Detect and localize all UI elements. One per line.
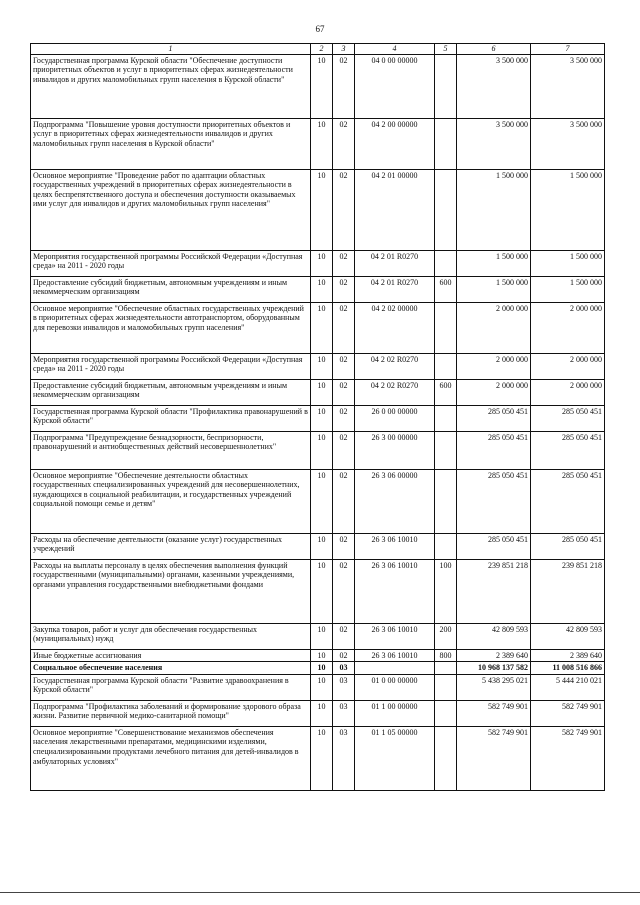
- column-header: 7: [531, 44, 605, 55]
- amount-year2-cell: 2 000 000: [531, 353, 605, 379]
- row-name-cell: Подпрограмма "Профилактика заболеваний и формирование здорового образа жизни. Развитие первичной медико-санитарной помощи": [31, 700, 311, 726]
- budget-table: [30, 43, 605, 791]
- amount-year1-cell: 285 050 451: [457, 431, 531, 469]
- row-name-cell: Предоставление субсидий бюджетным, автономным учреждениям и иным некоммерческим организациям: [31, 276, 311, 302]
- expense-type-cell: 600: [435, 379, 457, 405]
- amount-year1-cell: 2 000 000: [457, 302, 531, 353]
- expense-type-cell: 100: [435, 559, 457, 623]
- row-name-cell: Иные бюджетные ассигнования: [31, 649, 311, 662]
- column-number-row: [31, 44, 605, 55]
- table-row: [31, 649, 605, 662]
- amount-year2-cell: 1 500 000: [531, 250, 605, 276]
- expense-type-cell: [435, 353, 457, 379]
- page-number: 67: [315, 24, 325, 34]
- table-row: [31, 54, 605, 118]
- section-code-cell: 10: [311, 559, 333, 623]
- amount-year2-cell: 285 050 451: [531, 405, 605, 431]
- target-article-cell: 04 2 01 R0270: [355, 250, 435, 276]
- row-name-cell: Основное мероприятие "Совершенствование механизмов обеспечения населения лекарственными препаратами, медицинскими изделиями, специализированными продуктами лечебного питания для детей-инвалидов в амбулаторных условиях": [31, 726, 311, 790]
- expense-type-cell: [435, 674, 457, 700]
- column-header: 3: [333, 44, 355, 55]
- section-code-cell: 10: [311, 118, 333, 169]
- amount-year2-cell: 582 749 901: [531, 726, 605, 790]
- amount-year1-cell: 239 851 218: [457, 559, 531, 623]
- amount-year1-cell: 1 500 000: [457, 169, 531, 250]
- section-code-cell: 10: [311, 726, 333, 790]
- amount-year1-cell: 582 749 901: [457, 700, 531, 726]
- expense-type-cell: [435, 662, 457, 675]
- target-article-cell: 04 0 00 00000: [355, 54, 435, 118]
- amount-year2-cell: 5 444 210 021: [531, 674, 605, 700]
- table-row: [31, 469, 605, 533]
- table-row: [31, 379, 605, 405]
- row-name-cell: Расходы на обеспечение деятельности (оказание услуг) государственных учреждений: [31, 533, 311, 559]
- section-code-cell: 10: [311, 353, 333, 379]
- subsection-code-cell: 02: [333, 353, 355, 379]
- amount-year1-cell: 42 809 593: [457, 623, 531, 649]
- column-header: 2: [311, 44, 333, 55]
- table-row: [31, 302, 605, 353]
- expense-type-cell: [435, 533, 457, 559]
- subsection-code-cell: 02: [333, 379, 355, 405]
- expense-type-cell: 800: [435, 649, 457, 662]
- section-code-cell: 10: [311, 405, 333, 431]
- subsection-code-cell: 02: [333, 302, 355, 353]
- amount-year1-cell: 285 050 451: [457, 405, 531, 431]
- target-article-cell: 26 3 00 00000: [355, 431, 435, 469]
- target-article-cell: 26 0 00 00000: [355, 405, 435, 431]
- amount-year1-cell: 5 438 295 021: [457, 674, 531, 700]
- section-code-cell: 10: [311, 276, 333, 302]
- subsection-code-cell: 02: [333, 431, 355, 469]
- table-row: [31, 405, 605, 431]
- subsection-code-cell: 02: [333, 533, 355, 559]
- table-row: [31, 353, 605, 379]
- amount-year2-cell: 11 008 516 866: [531, 662, 605, 675]
- amount-year2-cell: 582 749 901: [531, 700, 605, 726]
- row-name-cell: Основное мероприятие "Проведение работ по адаптации областных государственных учреждений в приоритетных сферах жизнедеятельности в целях беспрепятственного доступа и обеспечения доступности оказываемых ими услуг для инвалидов и других маломобильных групп населения": [31, 169, 311, 250]
- amount-year1-cell: 2 000 000: [457, 379, 531, 405]
- amount-year2-cell: 285 050 451: [531, 431, 605, 469]
- section-code-cell: 10: [311, 533, 333, 559]
- target-article-cell: 26 3 06 10010: [355, 649, 435, 662]
- amount-year2-cell: 3 500 000: [531, 118, 605, 169]
- row-name-cell: Основное мероприятие "Обеспечение деятельности областных государственных специализированных учреждений для несовершеннолетних, нуждающихся в социальной реабилитации, и государственных учреждений социальной помощи семье и детям": [31, 469, 311, 533]
- row-name-cell: Подпрограмма "Повышение уровня доступности приоритетных объектов и услуг в приоритетных сферах жизнедеятельности инвалидов и других маломобильных групп населения в Курской области": [31, 118, 311, 169]
- section-code-cell: 10: [311, 431, 333, 469]
- subsection-code-cell: 02: [333, 54, 355, 118]
- table-row: [31, 726, 605, 790]
- target-article-cell: 01 0 00 00000: [355, 674, 435, 700]
- amount-year1-cell: 2 389 640: [457, 649, 531, 662]
- table-row: [31, 700, 605, 726]
- target-article-cell: 04 2 02 R0270: [355, 353, 435, 379]
- target-article-cell: 04 2 00 00000: [355, 118, 435, 169]
- expense-type-cell: 600: [435, 276, 457, 302]
- expense-type-cell: [435, 700, 457, 726]
- amount-year2-cell: 1 500 000: [531, 169, 605, 250]
- row-name-cell: Мероприятия государственной программы Российской Федерации «Доступная среда» на 2011 - 2020 годы: [31, 353, 311, 379]
- column-header: 1: [31, 44, 311, 55]
- target-article-cell: 26 3 06 10010: [355, 559, 435, 623]
- subsection-code-cell: 03: [333, 700, 355, 726]
- target-article-cell: 01 1 00 00000: [355, 700, 435, 726]
- amount-year1-cell: 1 500 000: [457, 250, 531, 276]
- subsection-code-cell: 02: [333, 169, 355, 250]
- row-name-cell: Государственная программа Курской области "Развитие здравоохранения в Курской области": [31, 674, 311, 700]
- target-article-cell: 26 3 06 00000: [355, 469, 435, 533]
- expense-type-cell: [435, 250, 457, 276]
- table-row: [31, 559, 605, 623]
- expense-type-cell: [435, 54, 457, 118]
- expense-type-cell: [435, 118, 457, 169]
- expense-type-cell: [435, 726, 457, 790]
- amount-year1-cell: 3 500 000: [457, 118, 531, 169]
- expense-type-cell: [435, 169, 457, 250]
- table-row: [31, 533, 605, 559]
- expense-type-cell: [435, 431, 457, 469]
- subsection-code-cell: 02: [333, 118, 355, 169]
- amount-year2-cell: 1 500 000: [531, 276, 605, 302]
- amount-year1-cell: 2 000 000: [457, 353, 531, 379]
- subsection-code-cell: 03: [333, 726, 355, 790]
- section-code-cell: 10: [311, 379, 333, 405]
- table-row: [31, 169, 605, 250]
- target-article-cell: 01 1 05 00000: [355, 726, 435, 790]
- section-code-cell: 10: [311, 623, 333, 649]
- row-name-cell: Мероприятия государственной программы Российской Федерации «Доступная среда» на 2011 - 2020 годы: [31, 250, 311, 276]
- row-name-cell: Государственная программа Курской области "Обеспечение доступности приоритетных объектов и услуг в приоритетных сферах жизнедеятельности инвалидов и других маломобильных групп населения в Курской области": [31, 54, 311, 118]
- column-header: 6: [457, 44, 531, 55]
- subsection-code-cell: 02: [333, 559, 355, 623]
- table-row: [31, 250, 605, 276]
- amount-year2-cell: 239 851 218: [531, 559, 605, 623]
- target-article-cell: 04 2 02 R0270: [355, 379, 435, 405]
- subsection-code-cell: 02: [333, 250, 355, 276]
- section-code-cell: 10: [311, 54, 333, 118]
- target-article-cell: 04 2 01 R0270: [355, 276, 435, 302]
- section-code-cell: 10: [311, 662, 333, 675]
- expense-type-cell: [435, 469, 457, 533]
- section-code-cell: 10: [311, 649, 333, 662]
- subsection-code-cell: 02: [333, 276, 355, 302]
- subsection-code-cell: 02: [333, 469, 355, 533]
- table-row: [31, 623, 605, 649]
- section-code-cell: 10: [311, 700, 333, 726]
- amount-year1-cell: 285 050 451: [457, 469, 531, 533]
- target-article-cell: 26 3 06 10010: [355, 533, 435, 559]
- subsection-code-cell: 02: [333, 623, 355, 649]
- table-row: [31, 276, 605, 302]
- row-name-cell: Подпрограмма "Предупреждение безнадзорности, беспризорности, правонарушений и антиобщественных действий несовершеннолетних": [31, 431, 311, 469]
- expense-type-cell: [435, 405, 457, 431]
- table-row: [31, 662, 605, 675]
- row-name-cell: Государственная программа Курской области "Профилактика правонарушений в Курской области": [31, 405, 311, 431]
- section-code-cell: 10: [311, 250, 333, 276]
- target-article-cell: 26 3 06 10010: [355, 623, 435, 649]
- amount-year2-cell: 42 809 593: [531, 623, 605, 649]
- amount-year2-cell: 285 050 451: [531, 469, 605, 533]
- column-header: 5: [435, 44, 457, 55]
- subsection-code-cell: 02: [333, 649, 355, 662]
- row-name-cell: Предоставление субсидий бюджетным, автономным учреждениям и иным некоммерческим организациям: [31, 379, 311, 405]
- column-header: 4: [355, 44, 435, 55]
- table-row: [31, 431, 605, 469]
- table-row: [31, 674, 605, 700]
- subsection-code-cell: 02: [333, 405, 355, 431]
- amount-year2-cell: 285 050 451: [531, 533, 605, 559]
- target-article-cell: 04 2 02 00000: [355, 302, 435, 353]
- subsection-code-cell: 03: [333, 662, 355, 675]
- section-code-cell: 10: [311, 674, 333, 700]
- amount-year2-cell: 2 389 640: [531, 649, 605, 662]
- section-code-cell: 10: [311, 169, 333, 250]
- page-bottom-edge: [0, 892, 640, 893]
- row-name-cell: Социальное обеспечение населения: [31, 662, 311, 675]
- row-name-cell: Основное мероприятие "Обеспечение областных государственных учреждений в приоритетных сферах жизнедеятельности автотранспортом, оборудованным для перевозки инвалидов и маломобильных групп населения": [31, 302, 311, 353]
- amount-year2-cell: 2 000 000: [531, 379, 605, 405]
- expense-type-cell: [435, 302, 457, 353]
- amount-year1-cell: 582 749 901: [457, 726, 531, 790]
- subsection-code-cell: 03: [333, 674, 355, 700]
- section-code-cell: 10: [311, 469, 333, 533]
- amount-year1-cell: 3 500 000: [457, 54, 531, 118]
- row-name-cell: Закупка товаров, работ и услуг для обеспечения государственных (муниципальных) нужд: [31, 623, 311, 649]
- section-code-cell: 10: [311, 302, 333, 353]
- target-article-cell: 04 2 01 00000: [355, 169, 435, 250]
- amount-year1-cell: 1 500 000: [457, 276, 531, 302]
- table-row: [31, 118, 605, 169]
- row-name-cell: Расходы на выплаты персоналу в целях обеспечения выполнения функций государственными (муниципальными) органами, казенными учреждениями, органами управления государственными внебюджетными фондами: [31, 559, 311, 623]
- amount-year1-cell: 285 050 451: [457, 533, 531, 559]
- expense-type-cell: 200: [435, 623, 457, 649]
- amount-year1-cell: 10 968 137 582: [457, 662, 531, 675]
- target-article-cell: [355, 662, 435, 675]
- amount-year2-cell: 2 000 000: [531, 302, 605, 353]
- amount-year2-cell: 3 500 000: [531, 54, 605, 118]
